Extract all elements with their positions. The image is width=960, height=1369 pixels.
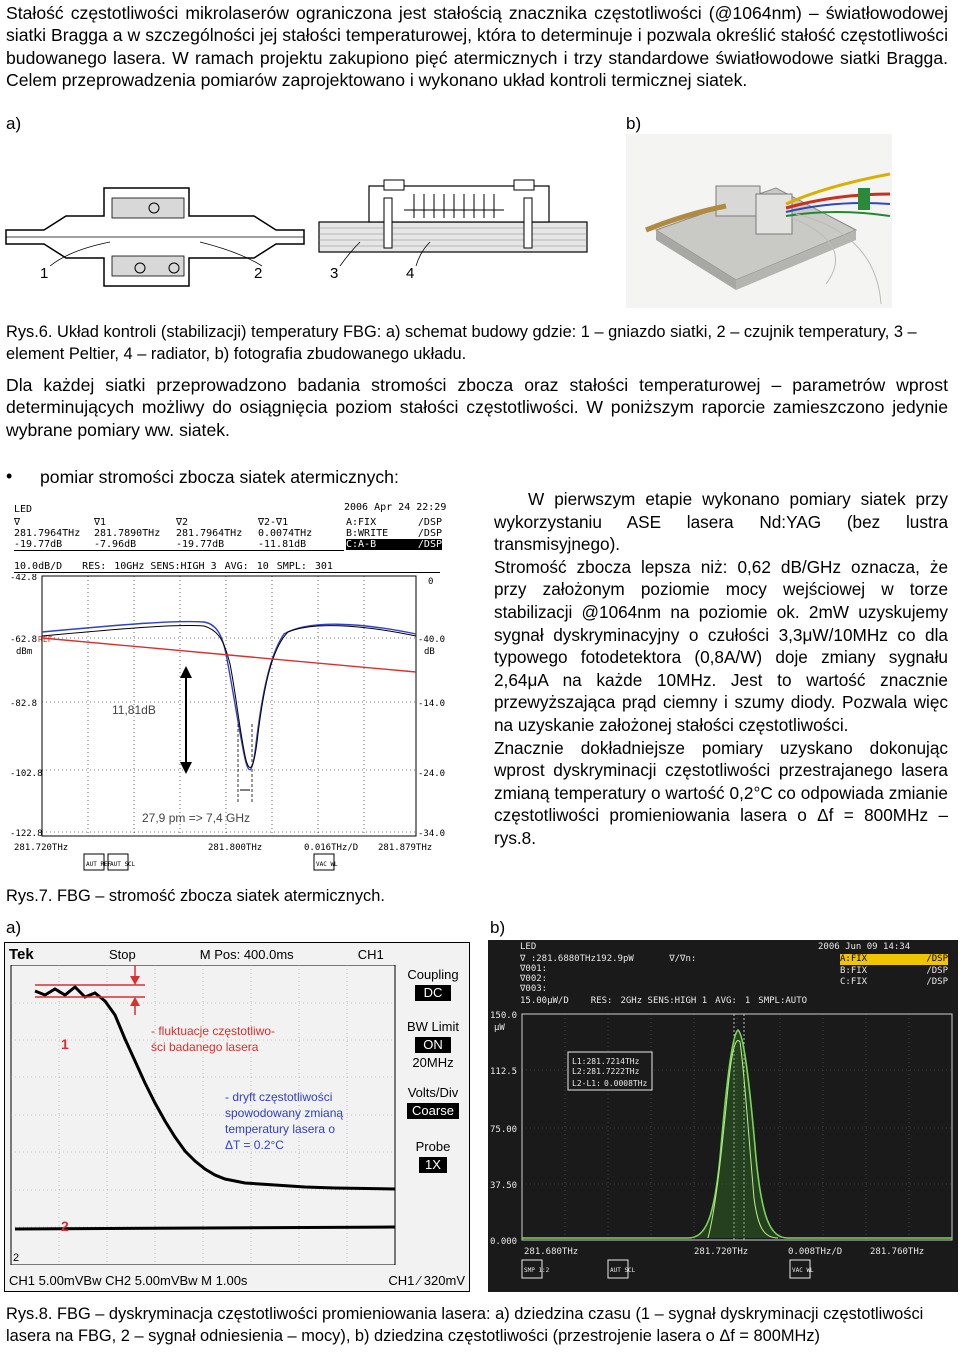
fig7-left-unit: dBm [16,647,33,657]
fig7-left-tick-2: -82.8 [10,699,38,709]
right-text-p3: Znacznie dokładniejsze pomiary uzyskano dokonując wprost dyskryminacji częstotliwości przestrajanego lasera zmianą temperatury o wartość 0,2°C co odpowiada zmianie częstotliwości promieniowania lasera o Δf = 800MHz – rys.8. [494,737,948,848]
osa-dsp-a: /DSP [926,954,948,964]
osa-trace-b: B:FIX [840,966,868,976]
scope-ann1-line1: - fluktuacje częstotliwo- [151,1024,276,1038]
fig7-box-1: AUT REF [86,861,112,868]
osa-l3: L2-L1: [572,1079,601,1088]
osa-box-1: SMP 1:2 [524,1267,550,1274]
fig6-num-3: 3 [330,265,339,282]
osa-line2: ∇001: [520,964,548,974]
scope-coupling-value[interactable]: DC [415,985,451,1001]
paragraph-2: Dla każdej siatki przeprowadzono badania stromości zbocza oraz stałości temperaturowej – parametrów wprost determinujących możliwy do osiągnięcia poziom stałości częstotliwości. W poniższym raporcie zamieszczono jedynie wybrane pomiary ww. siatek. [6,375,948,440]
fig6-label-b: b) [626,114,642,133]
osa-smpl: SMPL:AUTO [758,996,808,1006]
osa-led: LED [520,942,537,952]
fig7-right-tick-0: 0 [428,577,434,587]
scope-ann2-line3: temperatury lasera o [225,1122,336,1136]
fig6-num-2: 2 [254,265,263,282]
osa-left-tick-4: 0.000 [490,1237,518,1247]
fig7-col1-v1: 281.7964THz [14,528,81,539]
right-text-p2: Stromość zbocza lepsza niż: 0,62 dB/GHz oznacza, że przy założonym poziomie mocy wejściowej w torze stabilizacji @1064nm na poziomie ok. 2mW uzyskujemy sygnał dyskryminacyjny o czułości 3,3μW/10MHz co dla typowego fotodetektora (0,8A/W) doje zmiany sygnału 2,64μA na każde 10MHz. Jest to wartość znacznie przewyższająca prąd ciemny i szumy diody. Pozwala więc na uzyskanie założonej stałości częstotliwości. [494,556,948,735]
osa-l4: 0.0008THz [604,1079,648,1088]
osa-res-sens: 2GHz SENS:HIGH 1 [620,996,708,1006]
fig7-left-tick-4: -122.8 [10,829,43,839]
right-column-text [494,488,948,850]
scope-brand: Tek [9,945,34,963]
osa-line-mid: ∇/∇n: [669,954,697,964]
scope-mpos: M Pos: 400.0ms [199,946,294,962]
osa-plot [488,1008,958,1292]
fig7-avg-label: AVG: [224,561,249,572]
scope-voltsdiv-label: Volts/Div [407,1085,459,1100]
fig7-left-tick-3: -102.8 [10,769,43,779]
intro-paragraph: Stałość częstotliwości mikrolaserów ograniczona jest stałością znacznika częstotliwości (@1064nm) – światłowodowej siatki Bragga a w szczególności jej stałości temperaturowej, która to determinuje i pozwala określić stałość częstotliwości budowanego lasera. W ramach projektu zakupiono pięć atermicznych i trzy standardowe światłowodowe siatki Bragga. Celem przeprowadzenia pomiarów zaprojektowano i wykonano układ kontroli termicznej siatek. [6,3,948,91]
scope-voltsdiv-value[interactable]: Coarse [407,1103,459,1119]
fig7-annotation-pm: 27,9 pm => 7,4 GHz [142,811,251,825]
fig7-date: 2006 Apr 24 22:29 [344,502,447,513]
fig6-photo [626,134,892,308]
scope-bottom-left: CH1 5.00mVBw CH2 5.00mVBw M 1.00s [9,1272,248,1288]
fig6-caption: Rys.6. Układ kontroli (stabilizacji) temperatury FBG: a) schemat budowy gdzie: 1 – gniazdo siatki, 2 – czujnik temperatury, 3 – element Peltier, 4 – radiator, b) fotografia zbudowanego układu. [6,323,917,363]
scope-ann2-line2: spowodowany zmianą [225,1106,344,1120]
fig7-res-label: RES: [82,561,107,572]
fig7-bottom-tick-3: 281.879THz [378,843,433,853]
osa-res-label: RES: [590,996,613,1006]
osa-left-tick-3: 37.50 [490,1181,518,1191]
osa-left-tick-2: 75.00 [490,1125,518,1135]
fig7-right-tick-3: -24.0 [418,769,446,779]
fig6-num-4: 4 [406,265,415,282]
fig7-right-unit: dB [424,647,435,657]
fig7-col1-v2: -19.77dB [14,539,63,550]
bullet-text: pomiar stromości zbocza siatek atermicznych: [40,467,399,487]
scope-ann2-line4: ΔT = 0.2°C [225,1138,284,1152]
scope-coupling-label: Coupling [407,967,459,982]
fig8-caption: Rys.8. FBG – dyskryminacja częstotliwości promieniowania lasera: a) dziedzina czasu (1 – sygnał dyskryminacji częstotliwości lasera na FBG, 2 – sygnał odniesienia – mocy), b) dziedzina częstotliwości (przestrojenie lasera o Δf = 800MHz) [6,1305,924,1345]
fig7-col4-v2: -11.81dB [258,539,307,550]
osa-scale: 15.00μW/D [520,996,569,1006]
scope-marker-1: 1 [61,1036,69,1052]
fig8-osa-screen [488,940,958,1292]
fig7-col2-v1: 281.7890THz [94,528,161,539]
fig8-label-b: b) [490,918,506,937]
fig7-col4-title: ∇2-∇1 [258,517,289,528]
fig7-bottom-tick-1: 281.800THz [208,843,263,853]
fig7-plot [8,574,448,874]
scope-ann2-line1: - dryft częstotliwości [225,1090,333,1104]
fig7-left-tick-1: -62.8 [10,635,38,645]
osa-l2: L2:281.7222THz [572,1067,640,1076]
osa-bottom-tick-0: 281.680THz [524,1247,579,1257]
scope-bwlimit-value[interactable]: ON [415,1037,451,1053]
fig7-bottom-tick-2: 0.016THz/D [304,843,359,853]
osa-left-tick-0: 150.0 [490,1011,518,1021]
fig7-scale: 10.0dB/D [14,561,63,572]
osa-dsp-c: /DSP [926,977,948,987]
right-text-p1: W pierwszym etapie wykonano pomiary siatek przy wykorzystaniu ASE lasera Nd:YAG (bez lustra transmisyjnego). [494,489,948,555]
fig7-box-2: AUT SCL [110,861,136,868]
osa-l1: L1:281.7214THz [572,1057,640,1066]
fig6-num-1: 1 [40,265,49,282]
osa-trace-c: C:FIX [840,977,868,987]
osa-dsp-b: /DSP [926,966,948,976]
fig7-col3-v1: 281.7964THz [176,528,243,539]
osa-date: 2006 Jun 09 14:34 [818,942,911,952]
fig7-trace-a: A:FIX [346,517,377,528]
osa-avg-label: AVG: [715,996,737,1006]
fig7-col2-title: ∇1 [94,517,107,528]
osa-line4: ∇003: [520,984,548,994]
osa-line3: ∇002: [520,974,548,984]
fig7-right-tick-2: -14.0 [418,699,446,709]
fig7-dsp-c: /DSP [417,539,442,550]
fig7-box-3: VAC WL [316,861,338,868]
fig7-res-sens: 10GHz SENS:HIGH 3 [114,561,217,572]
fig7-annotation-db: 11,81dB [112,703,156,717]
fig7-led: LED [14,504,33,515]
scope-probe-label: Probe [415,1139,451,1154]
scope-marker-2: 2 [61,1218,69,1234]
bullet-dot: • [6,466,13,486]
fig8-scope-screen [4,942,470,1292]
fig7-trace-b: B:WRITE [346,528,389,539]
fig7-dsp-b: /DSP [417,528,442,539]
fig7-right-tick-1: -40.0 [418,635,446,645]
scope-probe-value[interactable]: 1X [419,1157,447,1173]
fig7-bottom-tick-0: 281.720THz [14,843,69,853]
osa-left-unit: μW [494,1023,505,1033]
fig7-ref-label: REF [38,635,53,644]
osa-left-tick-1: 112.5 [490,1067,518,1077]
osa-bottom-tick-2: 0.008THz/D [788,1247,843,1257]
fig7-col2-v2: -7.96dB [94,539,137,550]
fig7-col4-v1: 0.0074THz [258,528,313,539]
fig6-schematic [4,178,590,288]
fig8-label-a: a) [6,918,22,937]
fig7-col3-title: ∇2 [176,517,189,528]
fig7-trace-c: C:A-B [346,539,377,550]
fig7-avg-value: 10 [256,561,269,572]
osa-box-2: AUT SCL [610,1267,636,1274]
scope-bwlimit-freq: 20MHz [412,1055,454,1070]
osa-trace-a: A:FIX [840,954,868,964]
fig7-osa-screen [8,500,448,874]
osa-bottom-tick-1: 281.720THz [694,1247,749,1257]
osa-line1: ∇ :281.6880THz192.9pW [520,954,634,964]
osa-bottom-tick-3: 281.760THz [870,1247,925,1257]
osa-box-3: VAC WL [792,1267,814,1274]
fig7-caption: Rys.7. FBG – stromość zbocza siatek atermicznych. [6,887,385,905]
fig7-col1-title: ∇ [14,517,21,528]
scope-bottom-right: CH1 ∕ 320mV [388,1272,465,1288]
fig7-col3-v2: -19.77dB [176,539,225,550]
osa-avg-value: 1 [744,996,751,1006]
fig6-number-leaders [0,240,460,270]
scope-stop: Stop [109,946,136,962]
fig7-right-tick-4: -34.0 [418,829,446,839]
scope-ch1: CH1 [357,946,384,962]
fig7-left-tick-0: -42.8 [10,574,38,583]
fig7-smpl-value: 301 [314,561,333,572]
fig6-label-a: a) [6,114,22,133]
scope-marker-low: 2 [13,1252,20,1264]
scope-bwlimit-label: BW Limit [407,1019,459,1034]
fig7-dsp-a: /DSP [417,517,442,528]
scope-plot [5,965,397,1265]
fig7-smpl-label: SMPL: [276,561,307,572]
scope-ann1-line2: ści badanego lasera [151,1040,259,1054]
